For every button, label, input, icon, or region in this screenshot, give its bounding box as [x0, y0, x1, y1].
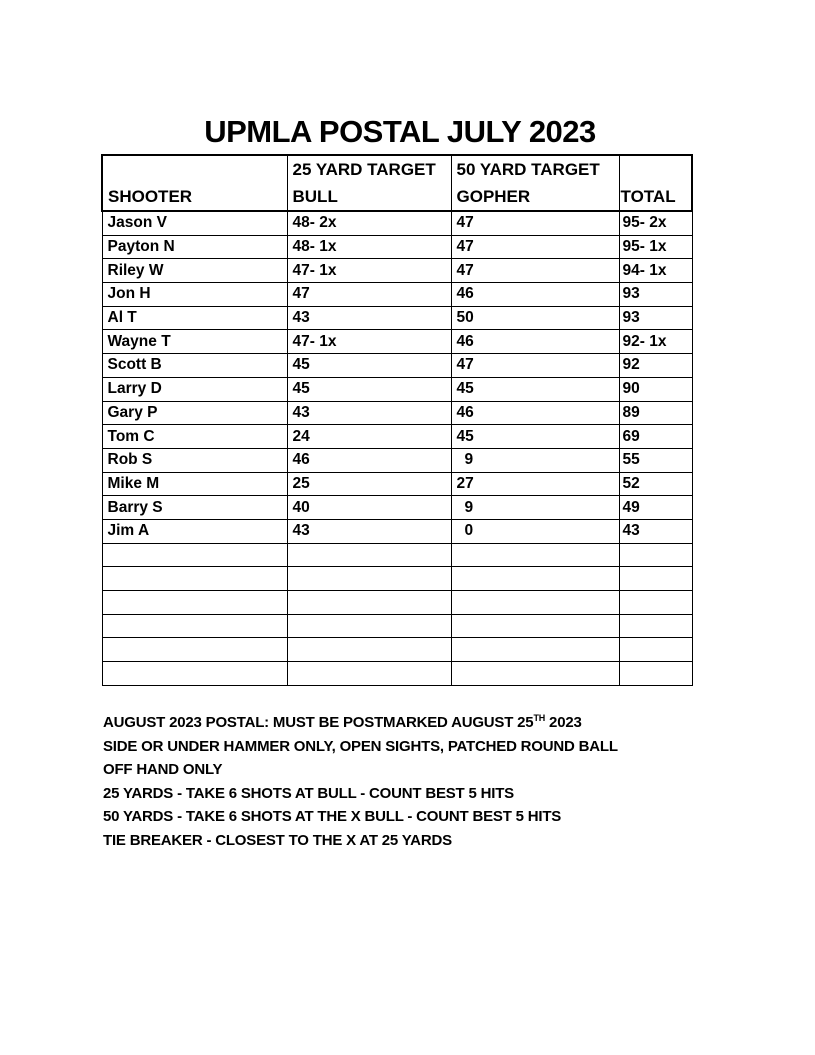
- cell-shooter: [102, 662, 287, 686]
- score-table: [101, 154, 693, 686]
- cell-shooter: Rob S: [102, 448, 287, 472]
- cell-total: [619, 567, 692, 591]
- cell-50-yard: 47: [451, 354, 619, 378]
- cell-total: 95- 2x: [619, 211, 692, 235]
- cell-shooter: Mike M: [102, 472, 287, 496]
- cell-50-yard: 47: [451, 235, 619, 259]
- header-shooter: SHOOTER: [102, 155, 287, 211]
- cell-shooter: Scott B: [102, 354, 287, 378]
- cell-total: 93: [619, 283, 692, 307]
- cell-shooter: Jason V: [102, 211, 287, 235]
- table-row: [102, 235, 692, 259]
- cell-25-yard: 45: [287, 377, 451, 401]
- cell-50-yard: 9: [451, 496, 619, 520]
- cell-total: 55: [619, 448, 692, 472]
- cell-50-yard: 27: [451, 472, 619, 496]
- cell-shooter: [102, 638, 287, 662]
- cell-25-yard: 48- 2x: [287, 211, 451, 235]
- cell-shooter: Riley W: [102, 259, 287, 283]
- table-row: [102, 591, 692, 615]
- cell-50-yard: 0: [451, 519, 619, 543]
- score-table-body: [102, 211, 692, 685]
- cell-25-yard: 43: [287, 306, 451, 330]
- cell-total: 43: [619, 519, 692, 543]
- table-row: [102, 330, 692, 354]
- table-row: [102, 662, 692, 686]
- cell-25-yard: 43: [287, 401, 451, 425]
- cell-25-yard: 47- 1x: [287, 330, 451, 354]
- note-position: OFF HAND ONLY: [103, 761, 223, 779]
- note-25-yards: 25 YARDS - TAKE 6 SHOTS AT BULL - COUNT BEST 5 HITS: [103, 784, 514, 802]
- cell-50-yard: [451, 543, 619, 567]
- cell-25-yard: 25: [287, 472, 451, 496]
- note-50-yards: 50 YARDS - TAKE 6 SHOTS AT THE X BULL - COUNT BEST 5 HITS: [103, 808, 562, 826]
- cell-shooter: Tom C: [102, 425, 287, 449]
- cell-total: 69: [619, 425, 692, 449]
- cell-50-yard: 47: [451, 211, 619, 235]
- table-row: [102, 354, 692, 378]
- cell-50-yard: [451, 567, 619, 591]
- cell-total: 92: [619, 354, 692, 378]
- cell-total: 95- 1x: [619, 235, 692, 259]
- cell-shooter: Wayne T: [102, 330, 287, 354]
- cell-25-yard: 46: [287, 448, 451, 472]
- cell-total: [619, 591, 692, 615]
- cell-50-yard: [451, 591, 619, 615]
- cell-shooter: [102, 591, 287, 615]
- cell-25-yard: [287, 614, 451, 638]
- table-row: [102, 377, 692, 401]
- header-25-yard: 25 YARD TARGET BULL: [287, 155, 451, 211]
- header-total: TOTAL: [619, 155, 692, 211]
- table-row: [102, 496, 692, 520]
- cell-total: [619, 638, 692, 662]
- cell-50-yard: 47: [451, 259, 619, 283]
- cell-shooter: Jon H: [102, 283, 287, 307]
- table-row: [102, 211, 692, 235]
- cell-25-yard: 45: [287, 354, 451, 378]
- cell-total: 92- 1x: [619, 330, 692, 354]
- table-row: [102, 472, 692, 496]
- note-equipment: SIDE OR UNDER HAMMER ONLY, OPEN SIGHTS, PATCHED ROUND BALL: [103, 737, 618, 755]
- cell-50-yard: 46: [451, 330, 619, 354]
- cell-25-yard: 43: [287, 519, 451, 543]
- cell-shooter: [102, 543, 287, 567]
- cell-50-yard: 45: [451, 425, 619, 449]
- table-row: [102, 283, 692, 307]
- cell-shooter: [102, 567, 287, 591]
- cell-25-yard: 40: [287, 496, 451, 520]
- table-row: [102, 306, 692, 330]
- cell-25-yard: 24: [287, 425, 451, 449]
- note-tie-breaker: TIE BREAKER - CLOSEST TO THE X AT 25 YARDS: [103, 831, 452, 849]
- table-row: [102, 519, 692, 543]
- cell-total: [619, 662, 692, 686]
- cell-shooter: Jim A: [102, 519, 287, 543]
- header-50-yard: 50 YARD TARGET GOPHER: [451, 155, 619, 211]
- table-row: [102, 259, 692, 283]
- cell-total: 52: [619, 472, 692, 496]
- table-row: [102, 543, 692, 567]
- cell-shooter: [102, 614, 287, 638]
- cell-shooter: Al T: [102, 306, 287, 330]
- cell-50-yard: [451, 662, 619, 686]
- table-row: [102, 614, 692, 638]
- cell-shooter: Payton N: [102, 235, 287, 259]
- cell-25-yard: 48- 1x: [287, 235, 451, 259]
- cell-50-yard: [451, 638, 619, 662]
- cell-25-yard: [287, 638, 451, 662]
- table-header-row: [102, 155, 692, 211]
- cell-shooter: Larry D: [102, 377, 287, 401]
- cell-total: [619, 614, 692, 638]
- cell-50-yard: 46: [451, 283, 619, 307]
- table-row: [102, 638, 692, 662]
- cell-total: 94- 1x: [619, 259, 692, 283]
- rules-notes: [103, 711, 618, 853]
- cell-shooter: Barry S: [102, 496, 287, 520]
- cell-25-yard: [287, 591, 451, 615]
- cell-25-yard: [287, 567, 451, 591]
- cell-25-yard: 47: [287, 283, 451, 307]
- cell-50-yard: 9: [451, 448, 619, 472]
- table-row: [102, 425, 692, 449]
- cell-25-yard: [287, 662, 451, 686]
- cell-25-yard: 47- 1x: [287, 259, 451, 283]
- table-row: [102, 448, 692, 472]
- cell-shooter: Gary P: [102, 401, 287, 425]
- cell-50-yard: 45: [451, 377, 619, 401]
- cell-50-yard: 46: [451, 401, 619, 425]
- note-postmark: AUGUST 2023 POSTAL: MUST BE POSTMARKED AUGUST 25TH 2023: [103, 713, 582, 731]
- cell-total: 90: [619, 377, 692, 401]
- table-row: [102, 567, 692, 591]
- cell-50-yard: [451, 614, 619, 638]
- cell-50-yard: 50: [451, 306, 619, 330]
- cell-total: 49: [619, 496, 692, 520]
- cell-total: [619, 543, 692, 567]
- cell-total: 93: [619, 306, 692, 330]
- table-row: [102, 401, 692, 425]
- cell-25-yard: [287, 543, 451, 567]
- page-title: UPMLA POSTAL JULY 2023: [204, 114, 596, 149]
- cell-total: 89: [619, 401, 692, 425]
